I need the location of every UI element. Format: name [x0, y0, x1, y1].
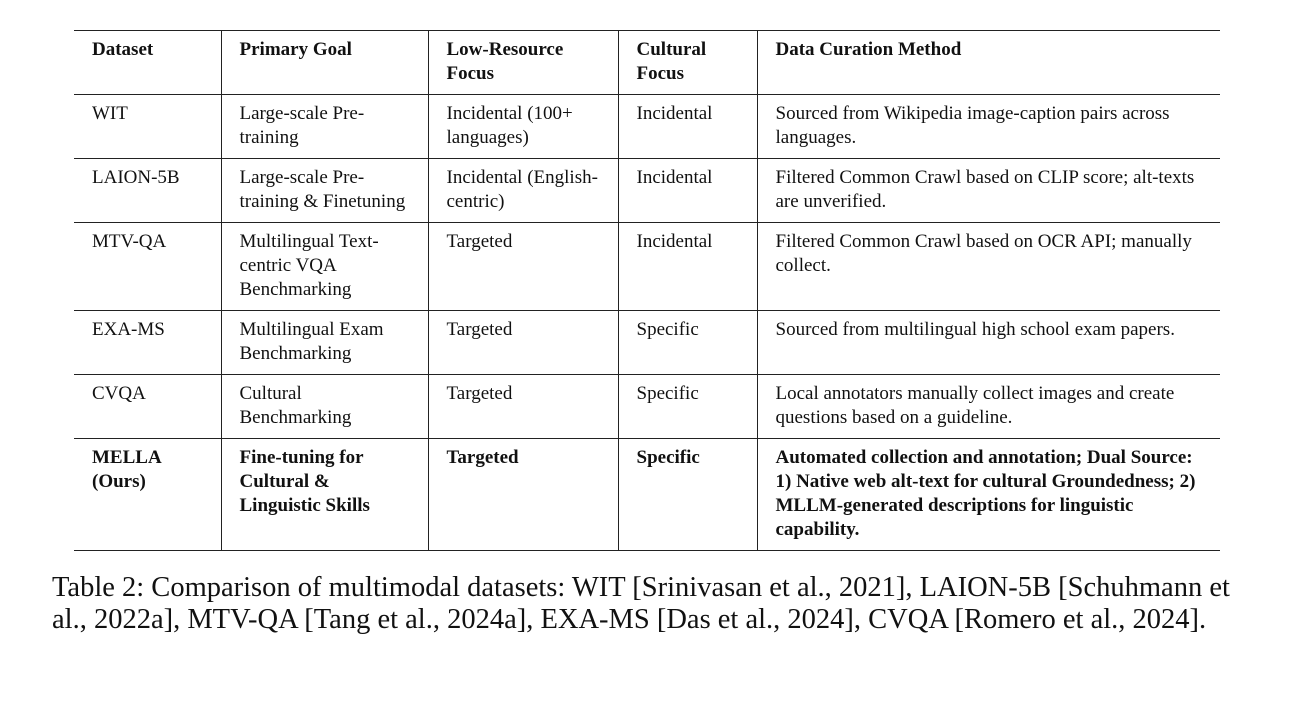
- cell-curation-method: Filtered Common Crawl based on OCR API; manually collect.: [757, 223, 1220, 311]
- cell-low-resource-focus: Incidental (100+ languages): [428, 95, 618, 159]
- cell-cultural-focus: Specific: [618, 439, 757, 551]
- cell-primary-goal: Fine-tuning for Cultural & Linguistic Skills: [221, 439, 428, 551]
- cell-cultural-focus: Specific: [618, 311, 757, 375]
- cell-curation-method: Sourced from Wikipedia image-caption pairs across languages.: [757, 95, 1220, 159]
- table-header-row: [74, 31, 1220, 95]
- cell-low-resource-focus: Targeted: [428, 223, 618, 311]
- cell-low-resource-focus: Targeted: [428, 375, 618, 439]
- cell-cultural-focus: Incidental: [618, 159, 757, 223]
- cell-primary-goal: Large-scale Pre-training: [221, 95, 428, 159]
- table-row: [74, 159, 1220, 223]
- table-row: [74, 223, 1220, 311]
- comparison-table: [74, 30, 1220, 551]
- header-primary-goal: Primary Goal: [221, 31, 428, 95]
- cell-dataset: EXA-MS: [74, 311, 221, 375]
- cell-dataset: WIT: [74, 95, 221, 159]
- cell-curation-method: Filtered Common Crawl based on CLIP score; alt-texts are unverified.: [757, 159, 1220, 223]
- cell-low-resource-focus: Targeted: [428, 439, 618, 551]
- cell-dataset: LAION-5B: [74, 159, 221, 223]
- header-data-curation-method: Data Curation Method: [757, 31, 1220, 95]
- cell-primary-goal: Cultural Benchmarking: [221, 375, 428, 439]
- cell-curation-method: Automated collection and annotation; Dual Source: 1) Native web alt-text for cultural Groundedness; 2) MLLM-generated descriptions for linguistic capability.: [757, 439, 1220, 551]
- cell-cultural-focus: Incidental: [618, 223, 757, 311]
- cell-dataset: CVQA: [74, 375, 221, 439]
- comparison-table-container: [74, 30, 1220, 551]
- cell-cultural-focus: Specific: [618, 375, 757, 439]
- cell-primary-goal: Multilingual Text-centric VQA Benchmarking: [221, 223, 428, 311]
- header-cultural-focus: Cultural Focus: [618, 31, 757, 95]
- table-row-ours: [74, 439, 1220, 551]
- cell-curation-method: Sourced from multilingual high school exam papers.: [757, 311, 1220, 375]
- cell-primary-goal: Large-scale Pre-training & Finetuning: [221, 159, 428, 223]
- table-row: [74, 95, 1220, 159]
- header-low-resource-focus: Low-Resource Focus: [428, 31, 618, 95]
- cell-low-resource-focus: Incidental (English-centric): [428, 159, 618, 223]
- cell-primary-goal: Multilingual Exam Benchmarking: [221, 311, 428, 375]
- header-dataset: Dataset: [74, 31, 221, 95]
- table-row: [74, 311, 1220, 375]
- cell-dataset: MELLA (Ours): [74, 439, 221, 551]
- cell-curation-method: Local annotators manually collect images and create questions based on a guideline.: [757, 375, 1220, 439]
- cell-cultural-focus: Incidental: [618, 95, 757, 159]
- cell-dataset: MTV-QA: [74, 223, 221, 311]
- cell-low-resource-focus: Targeted: [428, 311, 618, 375]
- table-row: [74, 375, 1220, 439]
- table-caption: Table 2: Comparison of multimodal datasets: WIT [Srinivasan et al., 2021], LAION-5B [Schuhmann et al., 2022a], MTV-QA [Tang et al., 2024a], EXA-MS [Das et al., 2024], CVQA [Romero et al., 2024].: [52, 572, 1230, 635]
